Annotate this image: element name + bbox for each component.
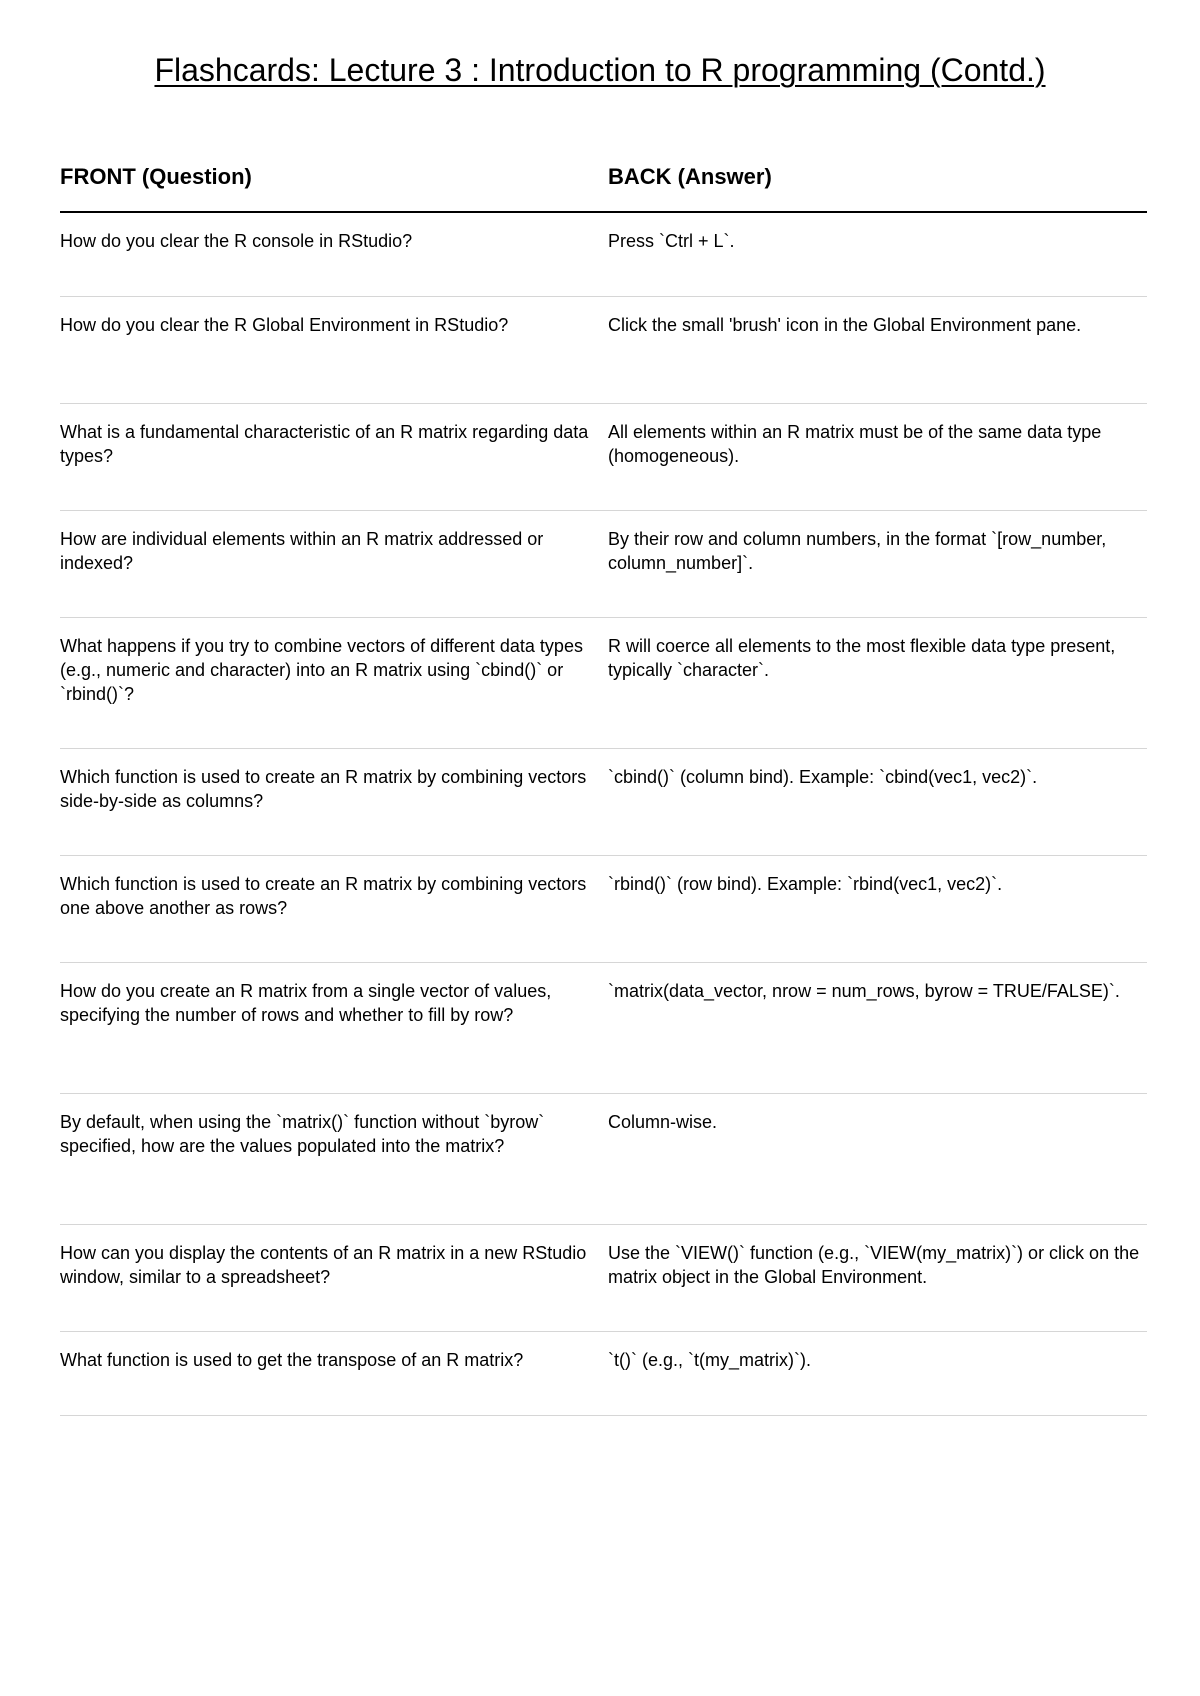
question-cell: What is a fundamental characteristic of an R matrix regarding data types? [60,422,589,466]
answer-cell: All elements within an R matrix must be of the same data type (homogeneous). [608,422,1102,466]
page-title: Flashcards: Lecture 3 : Introduction to R programming (Contd.) [154,52,1046,88]
answer-cell: Click the small 'brush' icon in the Global Environment pane. [608,315,1082,335]
answer-cell: `matrix(data_vector, nrow = num_rows, byrow = TRUE/FALSE)`. [608,981,1120,1001]
question-cell: How do you create an R matrix from a single vector of values, specifying the number of rows and whether to fill by row? [60,981,552,1025]
table-row [60,1225,1147,1332]
answer-cell: Use the `VIEW()` function (e.g., `VIEW(my_matrix)`) or click on the matrix object in the Global Environment. [608,1243,1140,1287]
answer-cell: R will coerce all elements to the most flexible data type present, typically `character`. [608,636,1116,680]
question-cell: What happens if you try to combine vectors of different data types (e.g., numeric and character) into an R matrix using `cbind()` or `rbind()`? [60,636,583,704]
question-cell: Which function is used to create an R matrix by combining vectors side-by-side as columns? [60,767,587,811]
question-cell: By default, when using the `matrix()` function without `byrow` specified, how are the values populated into the matrix? [60,1112,545,1156]
table-row [60,963,1147,1094]
question-cell: How do you clear the R Global Environment in RStudio? [60,315,509,335]
table-row [60,511,1147,618]
table-row [60,297,1147,404]
question-cell: Which function is used to create an R matrix by combining vectors one above another as rows? [60,874,587,918]
question-cell: How do you clear the R console in RStudio? [60,231,413,251]
table-row [60,404,1147,511]
answer-cell: `t()` (e.g., `t(my_matrix)`). [608,1350,811,1370]
answer-cell: Press `Ctrl + L`. [608,231,735,251]
table-row [60,618,1147,749]
answer-cell: Column-wise. [608,1112,718,1132]
answer-cell: By their row and column numbers, in the format `[row_number, column_number]`. [608,529,1107,573]
question-cell: How are individual elements within an R matrix addressed or indexed? [60,529,544,573]
answer-cell: `rbind()` (row bind). Example: `rbind(vec1, vec2)`. [608,874,1003,894]
table-row [60,213,1147,297]
table-row [60,1094,1147,1225]
answer-cell: `cbind()` (column bind). Example: `cbind(vec1, vec2)`. [608,767,1038,787]
flashcard-table [60,164,1147,1416]
table-row [60,856,1147,963]
header-front: FRONT (Question) [60,164,252,189]
table-header [60,164,1147,213]
table-row [60,1332,1147,1416]
table-row [60,749,1147,856]
question-cell: How can you display the contents of an R matrix in a new RStudio window, similar to a spreadsheet? [60,1243,587,1287]
header-back: BACK (Answer) [608,164,772,189]
question-cell: What function is used to get the transpose of an R matrix? [60,1350,524,1370]
